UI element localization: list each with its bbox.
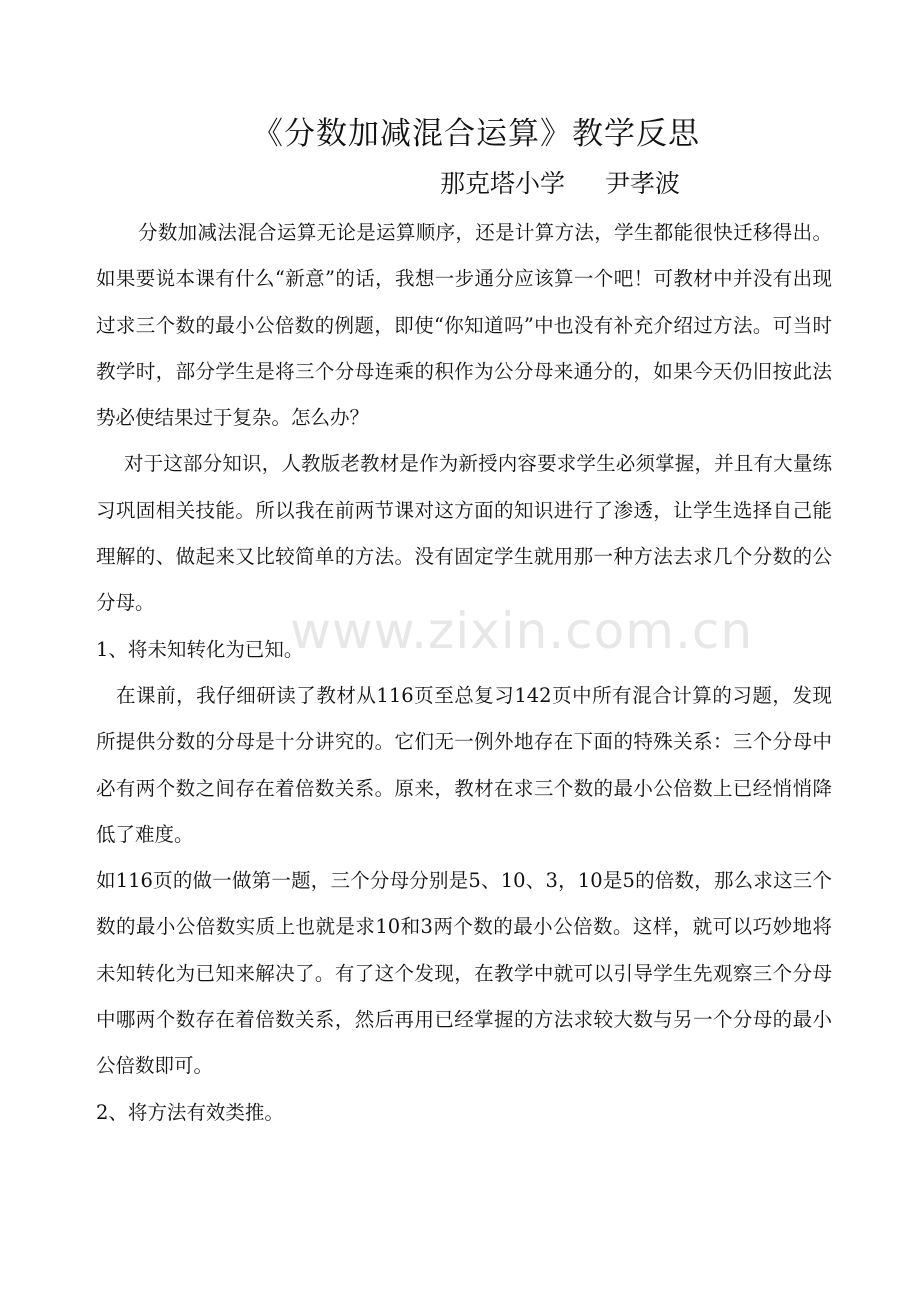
document-byline (440, 164, 680, 204)
paragraph: 如116页的做一做第一题，三个分母分别是5、10、3，10是5的倍数，那么求这三个数的最小公倍数实质上也就是求10和3两个数的最小公倍数。这样，就可以巧妙地将未知转化为已知来解决了。有了这个发现，在教学中就可以引导学生先观察三个分母中哪两个数存在着倍数关系，然后再用已经掌握的方法求较大数与另一个分母的最小公倍数即可。 (96, 869, 832, 1078)
section-heading: 2、将方法有效类推。 (96, 1100, 284, 1124)
paragraph: 对于这部分知识，人教版老教材是作为新授内容要求学生必须掌握，并且有大量练习巩固相关技能。所以我在前两节课对这方面的知识进行了渗透，让学生选择自己能理解的、做起来又比较简单的方法。没有固定学生就用那一种方法去求几个分数的公分母。 (96, 452, 832, 615)
author-name: 尹孝波 (605, 169, 681, 198)
document-body (96, 210, 832, 1136)
author-school: 那克塔小学 (440, 169, 566, 198)
paragraph: 分数加减法混合运算无论是运算顺序，还是计算方法，学生都能很快迁移得出。如果要说本课有什么“新意”的话，我想一步通分应该算一个吧！可教材中并没有出现过求三个数的最小公倍数的例题，即使“你知道吗”中也没有补充介绍过方法。可当时教学时，部分学生是将三个分母连乘的积作为公分母来通分的，如果今天仍旧按此法势必使结果过于复杂。怎么办？ (96, 221, 832, 430)
paragraph: 在课前，我仔细研读了教材从116页至总复习142页中所有混合计算的习题，发现所提供分数的分母是十分讲究的。它们无一例外地存在下面的特殊关系：三个分母中必有两个数之间存在着倍数关系。原来，教材在求三个数的最小公倍数上已经悄悄降低了难度。 (96, 683, 832, 846)
document-title: 《分数加减混合运算》教学反思 (252, 116, 700, 152)
watermark: www.zixin.com.cn (290, 602, 754, 660)
section-heading: 1、将未知转化为已知。 (96, 637, 304, 661)
